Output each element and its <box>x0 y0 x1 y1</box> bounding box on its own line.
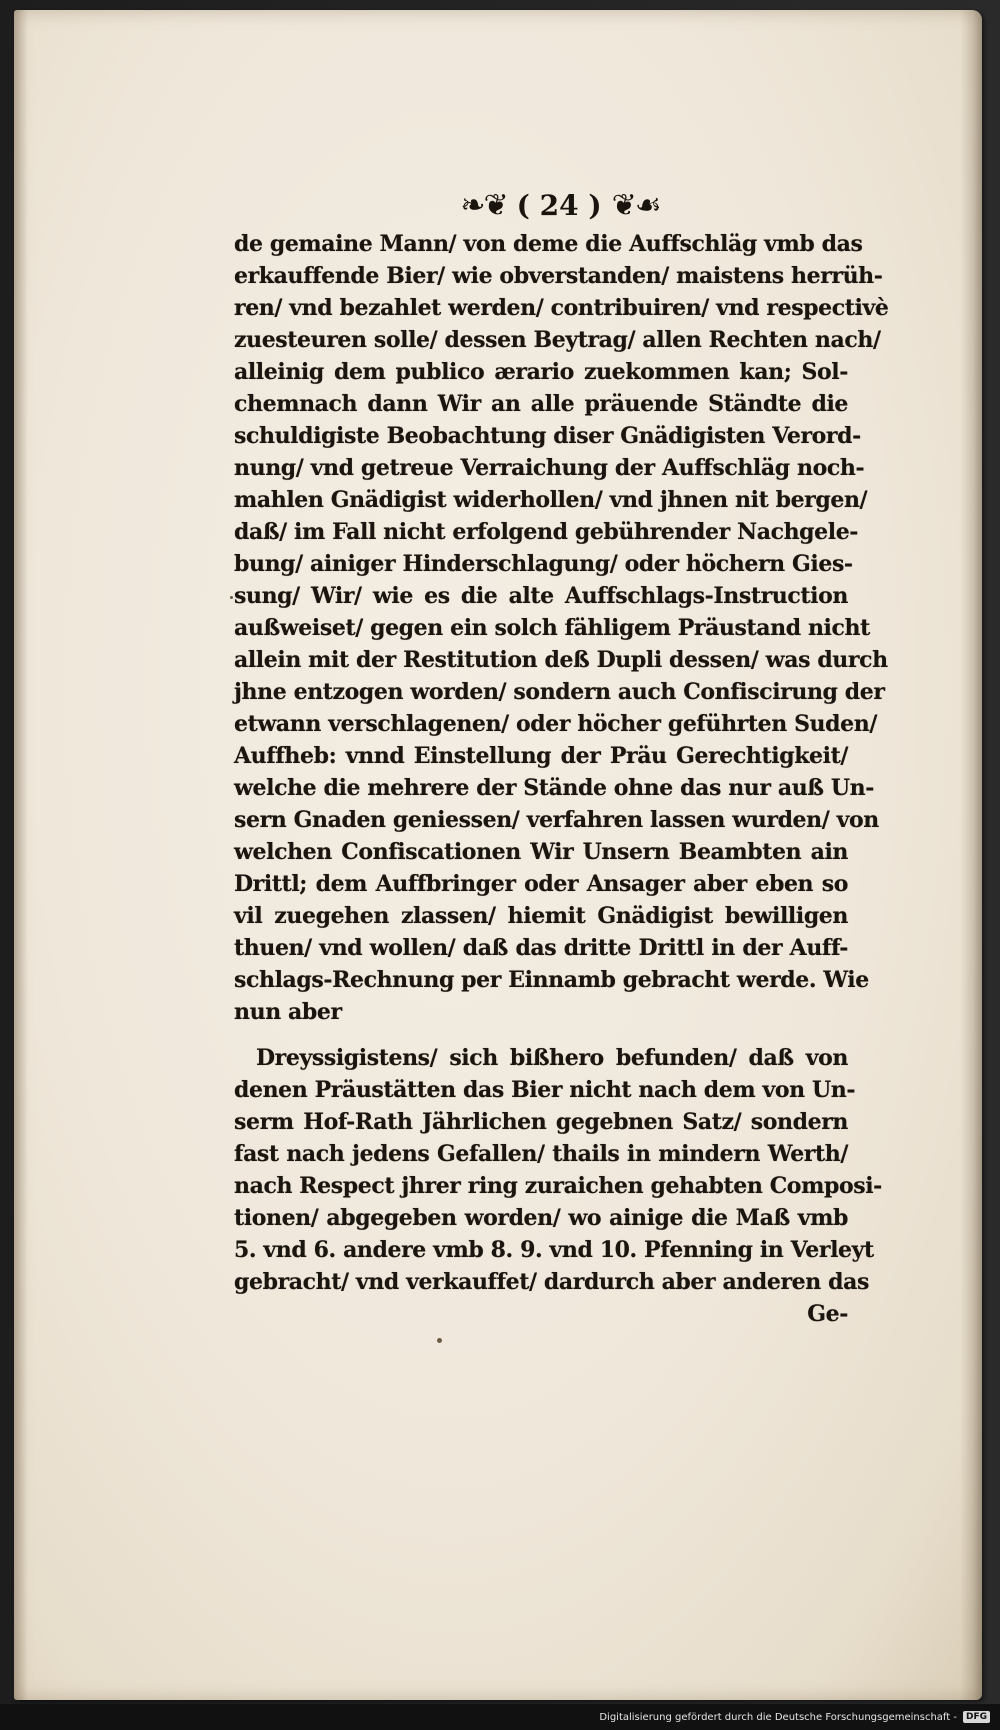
text-line: gebracht/ vnd verkauffet/ dardurch aber anderen das <box>234 1269 869 1295</box>
text-line: allein mit der Restitution deß Dupli dessen/ was durch <box>234 647 888 673</box>
footer-bar <box>0 1704 1000 1730</box>
text-line: Auffheb: vnnd Einstellung der Präu Gerechtigkeit/ <box>234 743 848 769</box>
ornament-left-icon: ❧❦ <box>460 188 507 223</box>
text-line: tionen/ abgegeben worden/ wo ainige die Maß vmb <box>234 1205 848 1231</box>
text-line: sern Gnaden geniessen/ verfahren lassen wurden/ von <box>234 807 879 833</box>
paragraph-heading-line: Dreyssigistens/ sich bißhero befunden/ daß von <box>256 1045 848 1071</box>
text-line: nun aber <box>234 999 342 1025</box>
page-number: ( 24 ) <box>516 189 602 222</box>
paragraph-gap <box>234 1028 848 1042</box>
text-line: daß/ im Fall nicht erfolgend gebührender Nachgele- <box>234 519 859 545</box>
paper-speck <box>437 1338 442 1343</box>
text-line: serm Hof-Rath Jährlichen gegebnen Satz/ sondern <box>234 1109 848 1135</box>
text-line: schlags-Rechnung per Einnamb gebracht werde. Wie <box>234 967 869 993</box>
page-number-value: 24 <box>539 189 579 222</box>
text-line: welchen Confiscationen Wir Unsern Beambten ain <box>234 839 848 865</box>
ornament-right-icon: ❦☙ <box>611 188 660 223</box>
text-line: fast nach jedens Gefallen/ thails in mindern Werth/ <box>234 1141 848 1167</box>
text-line: mahlen Gnädigist widerhollen/ vnd jhnen nit bergen/ <box>234 487 868 513</box>
footer-credit: Digitalisierung gefördert durch die Deutsche Forschungsgemeinschaft - <box>599 1711 957 1723</box>
text-line: erkauffende Bier/ wie obverstanden/ maistens herrüh- <box>234 263 883 289</box>
text-line: denen Präustätten das Bier nicht nach dem von Un- <box>234 1077 856 1103</box>
text-line: nung/ vnd getreue Verraichung der Auffschläg noch- <box>234 455 865 481</box>
text-line: sung/ Wir/ wie es die alte Auffschlags-Instruction <box>234 583 848 609</box>
text-line: etwann verschlagenen/ oder höcher geführten Suden/ <box>234 711 877 737</box>
text-line: thuen/ vnd wollen/ daß das dritte Drittl in der Auff- <box>234 935 848 961</box>
text-line: bung/ ainiger Hinderschlagung/ oder höchern Gies- <box>234 551 853 577</box>
text-line: zuesteuren solle/ dessen Beytrag/ allen Rechten nach/ <box>234 327 881 353</box>
page-left-edge <box>14 10 28 1700</box>
text-line: jhne entzogen worden/ sondern auch Confiscirung der <box>234 679 885 705</box>
body-text <box>234 228 889 1330</box>
text-line: Drittl; dem Auffbringer oder Ansager aber eben so <box>234 871 848 897</box>
paper-speck <box>230 596 233 599</box>
text-line: 5. vnd 6. andere vmb 8. 9. vnd 10. Pfenning in Verleyt <box>234 1237 874 1263</box>
text-line: schuldigiste Beobachtung diser Gnädigisten Verord- <box>234 423 861 449</box>
text-line: alleinig dem publico ærario zuekommen kan; Sol- <box>234 359 848 385</box>
text-line: chemnach dann Wir an alle präuende Ständte die <box>234 391 848 417</box>
page-header <box>430 186 690 226</box>
page-right-edge <box>960 10 982 1700</box>
text-line: ren/ vnd bezahlet werden/ contribuiren/ vnd respectivè <box>234 295 889 321</box>
dfg-logo-icon: DFG <box>963 1711 990 1723</box>
catchword: Ge- <box>807 1301 848 1327</box>
text-line: vil zuegehen zlassen/ hiemit Gnädigist bewilligen <box>234 903 848 929</box>
text-line: de gemaine Mann/ von deme die Auffschläg vmb das <box>234 231 863 257</box>
text-line: nach Respect jhrer ring zuraichen gehabten Composi- <box>234 1173 882 1199</box>
text-line: welche die mehrere der Stände ohne das nur auß Un- <box>234 775 874 801</box>
text-line: außweiset/ gegen ein solch fähligem Präustand nicht <box>234 615 870 641</box>
